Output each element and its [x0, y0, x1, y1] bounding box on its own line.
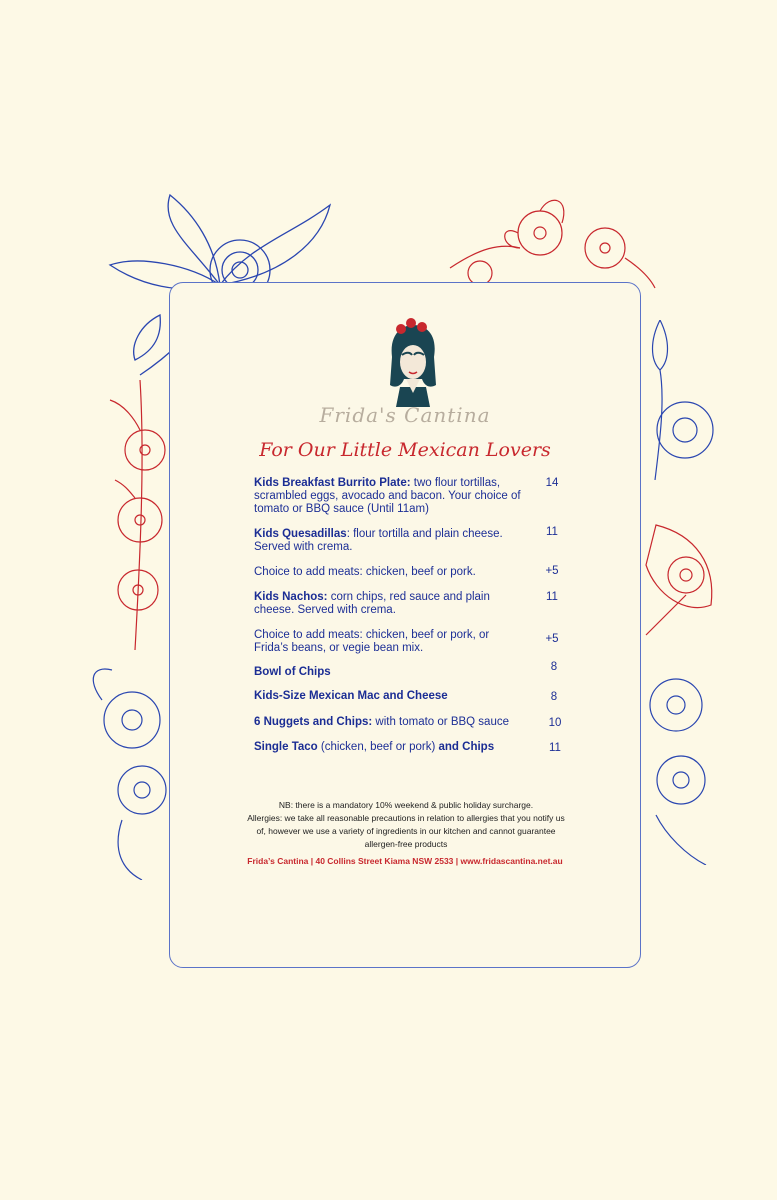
frida-portrait-logo [384, 317, 442, 407]
item-name: 6 Nuggets and Chips: [254, 716, 373, 728]
item-name: Kids Nachos: [254, 591, 328, 603]
notes-block [220, 799, 592, 851]
item-price: 10 [548, 717, 562, 729]
allergy-note-line: of, however we use a variety of ingredients in our kitchen and cannot guarantee [256, 826, 556, 836]
red-floral-right [636, 515, 726, 645]
item-name: Kids-Size Mexican Mac and Cheese [254, 690, 448, 702]
item-desc: Choice to add meats: chicken, beef or pork, or Frida’s beans, or vegie bean mix. [254, 629, 490, 654]
menu-card [169, 282, 641, 968]
menu-subtitle: For Our Little Mexican Lovers [259, 439, 551, 461]
item-desc: two flour tortillas, scrambled eggs, avocado and bacon. Your choice of tomato or BBQ sauce (Until 11am) [254, 477, 521, 515]
item-price: 8 [550, 661, 558, 673]
surcharge-note: NB: there is a mandatory 10% weekend & public holiday surcharge. [278, 800, 534, 810]
item-desc: (chicken, beef or pork) [317, 741, 439, 753]
allergy-note-line: allergen-free products [364, 839, 448, 849]
menu-item [254, 716, 524, 729]
menu-item [254, 741, 534, 754]
menu-item [254, 477, 524, 516]
blue-floral-bottom-left [82, 660, 177, 880]
item-name: Kids Breakfast Burrito Plate: [254, 477, 411, 489]
item-suffix: and Chips [438, 741, 495, 753]
brand-name: Frida's Cantina [319, 403, 491, 427]
item-desc: with tomato or BBQ sauce [372, 716, 509, 728]
menu-item [254, 591, 524, 617]
menu-item [254, 528, 524, 554]
menu-item [254, 690, 524, 703]
item-price: 11 [546, 591, 558, 603]
menu-item [254, 566, 524, 579]
menu-item [254, 666, 524, 679]
item-desc: corn chips, red sauce and plain cheese. Served with crema. [254, 591, 490, 616]
item-desc: Choice to add meats: chicken, beef or pork. [254, 566, 476, 578]
item-price: +5 [545, 565, 559, 577]
item-name: Kids Quesadillas [254, 528, 347, 540]
footer-address: Frida’s Cantina | 40 Collins Street Kiama NSW 2533 | www.fridascantina.net.au [247, 856, 563, 866]
item-price: 8 [550, 691, 558, 703]
item-price: 11 [549, 742, 561, 754]
item-price: +5 [545, 633, 559, 645]
item-price: 11 [546, 526, 558, 538]
blue-floral-right-top [630, 320, 720, 480]
item-price: 14 [545, 477, 559, 489]
menu-item [254, 629, 524, 655]
item-name: Single Taco [254, 741, 318, 753]
blue-floral-bottom-right [636, 655, 726, 865]
red-floral-left [100, 380, 175, 650]
allergy-note-line: Allergies: we take all reasonable precautions in relation to allergies that you notify us [247, 813, 565, 823]
item-desc: : flour tortilla and plain cheese. Served with crema. [254, 528, 503, 553]
item-name: Bowl of Chips [254, 666, 331, 678]
